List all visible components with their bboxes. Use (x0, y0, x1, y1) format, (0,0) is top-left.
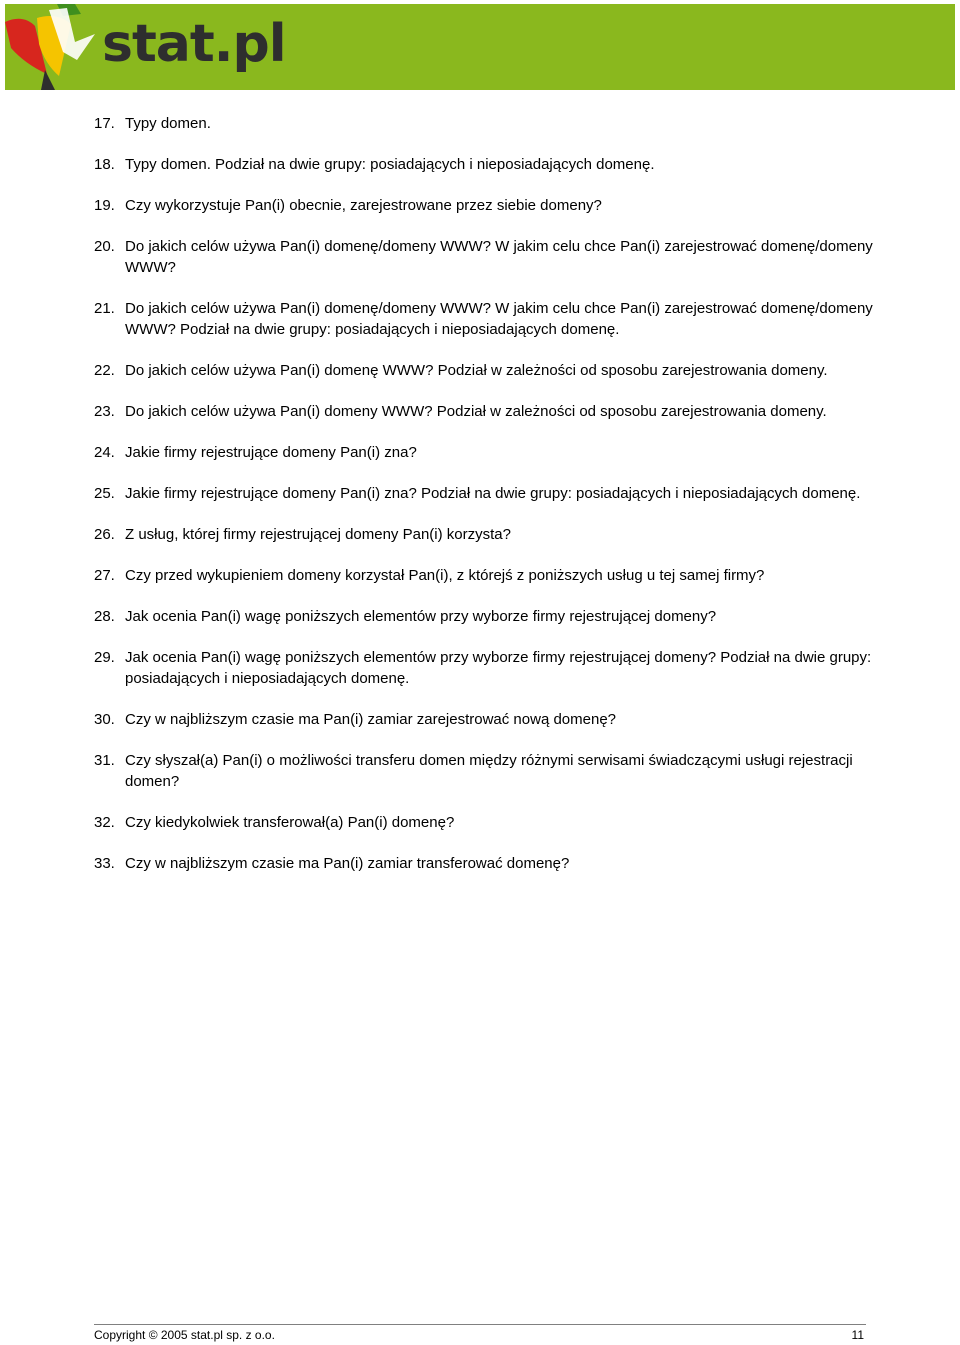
question-text: Do jakich celów używa Pan(i) domenę/domeny WWW? W jakim celu chce Pan(i) zarejestrować domenę/domeny WWW? (125, 238, 873, 276)
stat-pl-logo-icon (5, 4, 105, 90)
question-number: 24. (94, 444, 115, 461)
list-item (94, 195, 884, 216)
question-text: Czy kiedykolwiek transferował(a) Pan(i) domenę? (125, 814, 455, 831)
question-text: Jakie firmy rejestrujące domeny Pan(i) zna? Podział na dwie grupy: posiadających i nieposiadających domenę. (125, 485, 861, 502)
question-text: Czy w najbliższym czasie ma Pan(i) zamiar transferować domenę? (125, 855, 570, 872)
question-number: 20. (94, 238, 115, 255)
question-number: 33. (94, 855, 115, 872)
question-text: Z usług, której firmy rejestrującej domeny Pan(i) korzysta? (125, 526, 511, 543)
question-text: Jak ocenia Pan(i) wagę poniższych elementów przy wyborze firmy rejestrującej domeny? Podział na dwie grupy: posiadających i nieposiadających domenę. (125, 649, 872, 687)
question-text: Czy w najbliższym czasie ma Pan(i) zamiar zarejestrować nową domenę? (125, 711, 617, 728)
question-text: Jak ocenia Pan(i) wagę poniższych elementów przy wyborze firmy rejestrującej domeny? (125, 608, 717, 625)
question-number: 22. (94, 362, 115, 379)
logo-text: stat.pl (102, 14, 286, 74)
page-number: 11 (851, 1328, 864, 1342)
list-item (94, 483, 884, 504)
list-item (94, 113, 884, 134)
question-number: 28. (94, 608, 115, 625)
list-item (94, 565, 884, 586)
list-item (94, 401, 884, 422)
question-list (94, 113, 884, 874)
question-list-section (94, 113, 884, 894)
list-item (94, 236, 884, 278)
list-item (94, 442, 884, 463)
list-item (94, 524, 884, 545)
question-number: 21. (94, 300, 115, 317)
list-item (94, 154, 884, 175)
question-text: Do jakich celów używa Pan(i) domeny WWW? Podział w zależności od sposobu zarejestrowania domeny. (125, 403, 827, 420)
question-number: 17. (94, 115, 115, 132)
list-item (94, 853, 884, 874)
question-number: 23. (94, 403, 115, 420)
question-text: Czy wykorzystuje Pan(i) obecnie, zarejestrowane przez siebie domeny? (125, 197, 602, 214)
list-item (94, 812, 884, 833)
question-number: 26. (94, 526, 115, 543)
header-banner (5, 4, 955, 90)
list-item (94, 647, 884, 689)
list-item (94, 750, 884, 792)
question-text: Czy słyszał(a) Pan(i) o możliwości transferu domen między różnymi serwisami świadczącymi usługi rejestracji domen? (125, 752, 853, 790)
question-number: 19. (94, 197, 115, 214)
question-text: Typy domen. (125, 115, 211, 132)
question-number: 27. (94, 567, 115, 584)
question-text: Typy domen. Podział na dwie grupy: posiadających i nieposiadających domenę. (125, 156, 655, 173)
question-number: 18. (94, 156, 115, 173)
question-text: Do jakich celów używa Pan(i) domenę WWW? Podział w zależności od sposobu zarejestrowania domeny. (125, 362, 828, 379)
question-number: 30. (94, 711, 115, 728)
list-item (94, 298, 884, 340)
footer-divider (94, 1324, 866, 1325)
list-item (94, 360, 884, 381)
question-number: 29. (94, 649, 115, 666)
question-number: 31. (94, 752, 115, 769)
list-item (94, 606, 884, 627)
question-number: 32. (94, 814, 115, 831)
question-text: Do jakich celów używa Pan(i) domenę/domeny WWW? W jakim celu chce Pan(i) zarejestrować domenę/domeny WWW? Podział na dwie grupy: posiadających i nieposiadających domenę. (125, 300, 873, 338)
question-number: 25. (94, 485, 115, 502)
question-text: Czy przed wykupieniem domeny korzystał Pan(i), z którejś z poniższych usług u tej samej firmy? (125, 567, 765, 584)
question-text: Jakie firmy rejestrujące domeny Pan(i) zna? (125, 444, 417, 461)
footer-copyright: Copyright © 2005 stat.pl sp. z o.o. (94, 1328, 275, 1342)
list-item (94, 709, 884, 730)
